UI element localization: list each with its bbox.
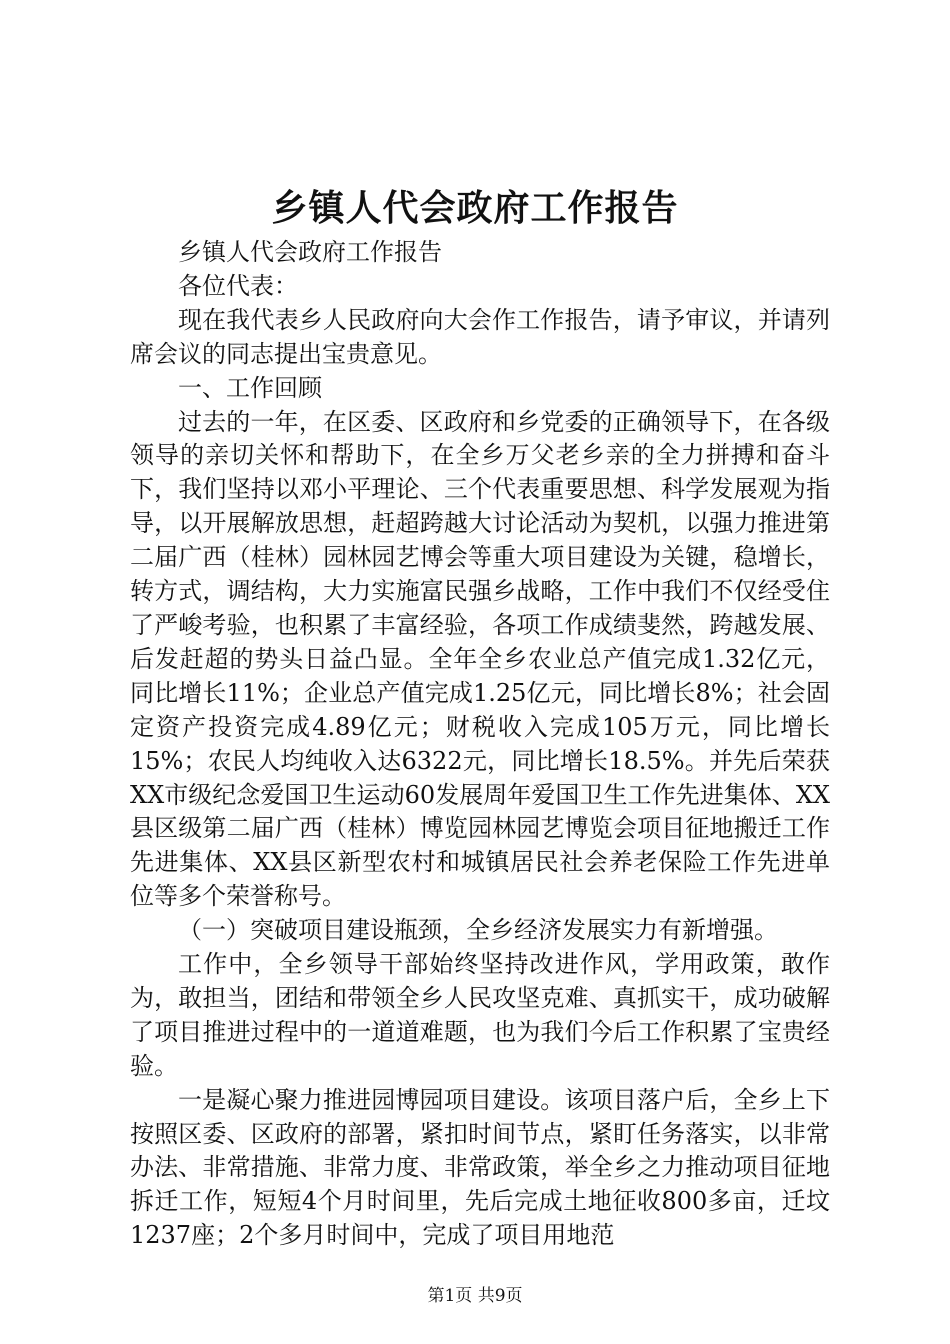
paragraph-work: 工作中，全乡领导干部始终坚持改进作风，学用政策，敢作为，敢担当，团结和带领全乡人民攻坚克难、真抓实干，成功破解了项目推进过程中的一道道难题，也为我们今后工作积累了宝贵经验。 (130, 950, 830, 1080)
document-body (130, 236, 830, 1253)
paragraph-garden-expo: 一是凝心聚力推进园博园项目建设。该项目落户后，全乡上下按照区委、区政府的部署，紧扣时间节点，紧盯任务落实，以非常办法、非常措施、非常力度、非常政策，举全乡之力推动项目征地拆迁工作，短短4个月时间里，先后完成土地征收800多亩，迁坟1237座；2个多月时间中，完成了项目用地范 (130, 1085, 830, 1250)
subsection-heading-1: （一）突破项目建设瓶颈，全乡经济发展实力有新增强。 (178, 916, 778, 945)
paragraph-intro: 现在我代表乡人民政府向大会作工作报告，请予审议，并请列席会议的同志提出宝贵意见。 (130, 305, 830, 368)
document-title: 乡镇人代会政府工作报告 (271, 187, 679, 229)
section-heading-review: 一、工作回顾 (178, 373, 322, 402)
paragraph-subtitle: 乡镇人代会政府工作报告 (178, 238, 442, 266)
paragraph-salutation: 各位代表： (178, 271, 298, 300)
page-number-footer: 第1页 共9页 (427, 1286, 523, 1306)
paragraph-review: 过去的一年，在区委、区政府和乡党委的正确领导下，在各级领导的亲切关怀和帮助下，在全乡万父老乡亲的全力拼搏和奋斗下，我们坚持以邓小平理论、三个代表重要思想、科学发展观为指导，以开展解放思想，赶超跨越大讨论活动为契机，以强力推进第二届广西（桂林）园林园艺博会等重大项目建设为关键，稳增长，转方式，调结构，大力实施富民强乡战略，工作中我们不仅经受住了严峻考验，也积累了丰富经验，各项工作成绩斐然，跨越发展、后发赶超的势头日益凸显。全年全乡农业总产值完成1.32亿元，同比增长11%；企业总产值完成1.25亿元，同比增长8%；社会固定资产投资完成4.89亿元；财税收入完成105万元，同比增长15%；农民人均纯收入达6322元，同比增长18.5%。并先后荣获XX市级纪念爱国卫生运动60发展周年爱国卫生工作先进集体、XX县区级第二届广西（桂林）博览园林园艺博览会项目征地搬迁工作先进集体、XX县区新型农村和城镇居民社会养老保险工作先进单位等多个荣誉称号。 (130, 407, 830, 911)
